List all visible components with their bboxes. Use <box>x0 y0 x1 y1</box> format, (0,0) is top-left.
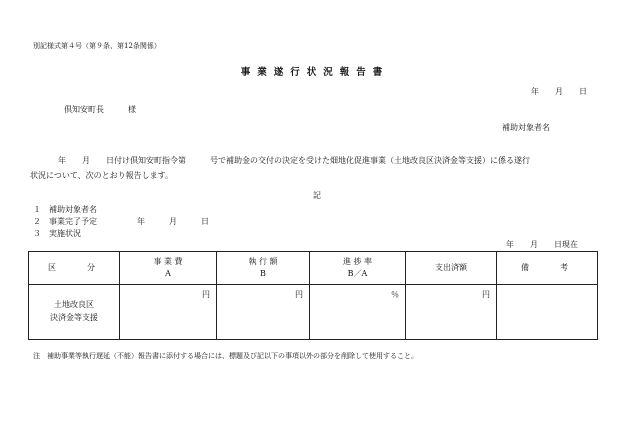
ki-heading: 記 <box>313 191 321 200</box>
header-progress-rate: 進 捗 率 B／A <box>310 252 406 285</box>
header-project-cost: 事 業 費 A <box>120 252 217 285</box>
document-title: 事業遂行状況報告書 <box>240 67 390 78</box>
header-paid-amount: 支出済額 <box>406 252 497 285</box>
table-header-row <box>29 252 598 285</box>
body-text-line1: 年 月 日付け倶知安町指令第 号で補助金の交付の決定を受けた畑地化促進事業（土地改良区決済金等支援）に係る遂行 <box>58 156 530 165</box>
cell-paid-amount: 円 <box>406 285 497 340</box>
as-of-date: 年 月 日現在 <box>506 240 578 249</box>
item-completion-date: ２ 事業完了予定 年 月 日 <box>33 217 209 226</box>
applicant-label: 補助対象者名 <box>502 123 550 132</box>
cell-executed-amount: 円 <box>217 285 310 340</box>
item-applicant-name: １ 補助対象者名 <box>33 205 97 214</box>
row-label: 土地改良区 決済金等支援 <box>29 285 120 340</box>
cell-remarks <box>497 285 598 340</box>
header-category: 区 分 <box>29 252 120 285</box>
date-line: 年 月 日 <box>531 87 587 96</box>
table-row <box>29 285 598 340</box>
status-table <box>28 251 598 340</box>
addressee: 倶知安町長 様 <box>64 105 136 114</box>
body-text-line2: 状況について、次のとおり報告します。 <box>30 171 174 180</box>
cell-progress-rate: ％ <box>310 285 406 340</box>
footnote: 注 補助事業等執行遅延（不能）報告書に添付する場合には、標題及び記以下の事項以外の部分を削除して使用すること。 <box>33 352 418 360</box>
header-executed-amount: 執 行 額 B <box>217 252 310 285</box>
cell-project-cost: 円 <box>120 285 217 340</box>
item-status: ３ 実施状況 <box>33 229 81 238</box>
form-label: 別記様式第４号（第９条、第12条関係） <box>33 42 161 50</box>
header-remarks: 備 考 <box>497 252 598 285</box>
